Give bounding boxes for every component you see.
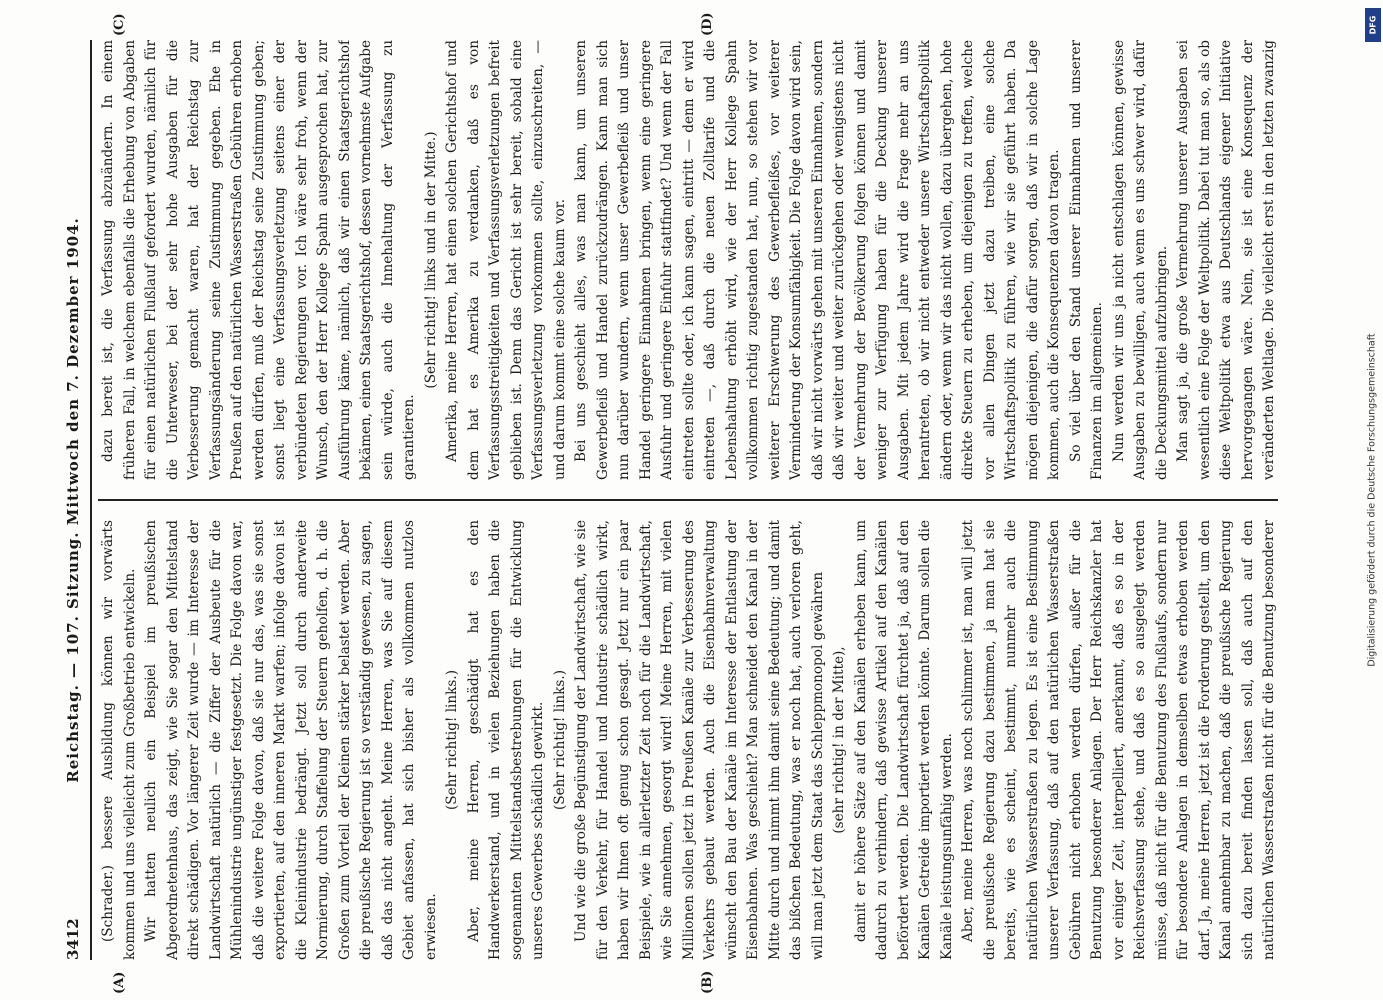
page-header xyxy=(60,40,92,960)
paragraph: Nun werden wir uns ja nicht entschlagen können, gewisse Ausgaben zu bewilligen, auch wenn es uns schwer wird, dafür die Deckungsmittel aufzubringen. xyxy=(1110,40,1170,480)
credit-text: Digitalisierung gefördert durch die Deutsche Forschungsgemeinschaft xyxy=(1366,333,1378,667)
interjection: (sehr richtig! in der Mitte), xyxy=(831,646,847,834)
paragraph: So viel über den Stand unserer Einnahmen und unserer Finanzen im allgemeinen. xyxy=(1067,40,1105,480)
paragraph: Aber, meine Herren, was noch schlimmer ist, man will jetzt die preußische Regierung dazu bestimmen, ja man hat sie bereits, wie es scheint, bestimmt, nunmehr auch die natürlichen Wasserstraßen zu legen. Es ist eine Bestimmung unserer Verfassung, daß auf den natürlichen Wasserstraßen Gebühren nicht erhoben werden dürfen, außer für die Benutzung besonderer Anlagen. Der Herr Reichskanzler hat vor einiger Zeit, interpelliert, anerkannt, daß es so in der Reichsverfassung stehe, und daß es so ausgelegt werden müsse, daß nicht für die Benutzung des Flußlaufs, sondern nur für besondere Anlagen in demselben etwas erhoben werden darf. Ja, meine Herren, jetzt ist die Forderung gestellt, um den Kanal annehmbar zu machen, daß die preußische Regierung sich dazu bereit finden lassen soll, daß auch auf den natürlichen Wasserstraßen nicht für die Benutzung besonderer xyxy=(960,520,1277,960)
margin-mark-a: (A) xyxy=(112,971,127,994)
interjection: (Sehr richtig! links.) xyxy=(444,669,460,811)
paragraph: Amerika, meine Herren, hat einen solchen Gerichtshof und dem hat es Amerika zu verdanken, daß es von Verfassungsstreitigkeiten und Verfassungsverletzungen befreit geblieben ist. Denn das Gericht ist sehr bereit, sobald eine Verfassungsverletzung vorkommen sollte, einzuschreiten, — und darum kommt eine solche kaum vor. xyxy=(444,40,568,480)
paragraph: Aber, meine Herren, geschädigt hat es den Handwerkerstand, und in vielen Beziehungen haben die sogenannten Mittelstandsbestrebungen für die Entwicklung unseres Gewerbes schädlich gewirkt. xyxy=(465,520,546,960)
interjection: (Sehr richtig! links und in der Mitte.) xyxy=(422,131,439,389)
page-number: 3412 xyxy=(64,918,82,960)
paragraph: Bei uns geschieht alles, was man kann, um unseren Gewerbefleiß und Handel zurückzudrängen. Kann man sich nun darüber wundern, wenn unser Gewerbefleiß und unser Handel geringere Einnahmen bringen, wenn eine geringere Ausfuhr und geringere Einfuhr stattfindet? Und wenn der Fall eintreten sollte oder, ich kann sagen, eintritt — denn er wird eintreten —, daß durch die neuen Zolltarife und die Lebenshaltung erhöht wird, wie der Herr Kollege Spahn vollkommen richtig zugestanden hat, nun, so stehen wir vor weiterer Erschwerung des Gewerbefleißes, vor weiterer Verminderung der Konsumfähigkeit. Die Folge davon wird sein, daß wir nicht vorwärts gehen mit unseren Einnahmen, sondern daß wir weiter und weiter zurückgehen oder wenigstens nicht der Vermehrung der Bevölkerung folgen können und damit weniger zur Verfügung haben für die Deckung unserer Ausgaben. Mit jedem Jahre wird die Frage mehr an uns herantreten, ob wir nicht entweder unsere Wirtschaftspolitik ändern oder, wenn wir das nicht wollen, dazu übergehen, hohe direkte Steuern zu erheben, um diejenigen zu treffen, welche vor allen Dingen jetzt dazu treiben, eine solche Wirtschaftspolitik zu führen, wie wir sie geführt haben. Da mögen diejenigen, die dafür sorgen, daß wir in solche Lage kommen, auch die Konsequenzen davon tragen. xyxy=(573,40,1062,480)
page-title: Reichstag. — 107. Sitzung. Mittwoch den 7. Dezember 1904. xyxy=(64,217,82,783)
left-text-column xyxy=(98,520,1278,960)
paragraph: Man sagt ja, die große Vermehrung unserer Ausgaben sei wesentlich eine Folge der Weltpolitik. Dabei tut man so, als ob diese Weltpolitik etwa aus Deutschlands eigener Initiative hervorgegangen wäre. Nein, sie ist eine Konsequenz der veränderten Weltlage. Die vielleicht erst in den letzten zwanzig xyxy=(1175,40,1277,480)
margin-mark-d: (D) xyxy=(700,12,715,36)
dfg-logo xyxy=(1365,8,1381,42)
paragraph: Und wie die große Begünstigung der Landwirtschaft, wie sie für den Verkehr, für Handel und Industrie schädlich wirkt, haben wir Ihnen oft genug schon gesagt. Jetzt nur ein paar Beispiele, wie in allerletzter Zeit noch für die Landwirtschaft, wie Sie annehmen, gesorgt wird! Meine Herren, mit vielen Millionen sollen jetzt in Preußen Kanäle zur Verbesserung des Verkehrs gebaut werden. Auch die Eisenbahnverwaltung wünscht den Bau der Kanäle im Interesse der Entlastung der Eisenbahnen. Was geschieht? Man schneidet den Kanal in der Mitte durch und nimmt ihm damit seine Bedeutung; und damit das bißchen Bedeutung, was er noch hat, auch verloren geht, will man jetzt dem Staat das Schleppmonopol gewähren xyxy=(573,520,826,960)
dfg-logo-text: DFG xyxy=(1368,15,1378,35)
paragraph: dazu bereit ist, die Verfassung abzuändern. In einem früheren Fall, in welchem ebenfalls die Erhebung von Abgaben für einen natürlichen Flußlauf gefordert wurden, nämlich für die Unterweser, bei der sehr hohe Ausgaben für die Verbesserung gemacht waren, hat der Reichstag zur Verfassungsänderung seine Zustimmung gegeben. Ehe in Preußen auf den natürlichen Wasserstraßen Gebühren erhoben werden dürfen, muß der Reichstag seine Zustimmung geben; sonst liegt eine Verfassungsverletzung seitens einer der verbündeten Regierungen vor. Ich wäre sehr froh, wenn der Wunsch, den der Herr Kollege Spahn ausgesprochen hat, zur Ausführung käme, nämlich, daß wir einen Staatsgerichtshof bekämen, einen Staatsgerichtshof, dessen vornehmste Aufgabe sein würde, auch die Innehaltung der Verfassung zu garantieren. xyxy=(100,40,417,480)
digitization-credit xyxy=(1365,8,1379,992)
column-divider xyxy=(98,499,1278,501)
paragraph: Wir hatten neulich ein Beispiel im preußischen Abgeordnetenhaus, das zeigt, wie Sie sogar den Mittelstand direkt schädigen. Vor längerer Zeit wurde — im Interesse der Landwirtschaft natürlich — die Ziffer der Ausbeute für die Mühlenindustrie ungünstiger festgesetzt. Die Folge davon war, daß die weitere Folge davon, daß sie nur das, was sie sonst exportierten, auf den inneren Markt warfen; infolge davon ist die Kleinindustrie bedrängt. Jetzt soll durch anderweite Normierung, durch Staffelung der Steuern geholfen, d. h. die Großen zum Vorteil der Kleinen stärker belastet werden. Aber die preußische Regierung ist so verständig gewesen, zu sagen, daß das nicht angeht. Meine Herren, was Sie auf diesem Gebiet anfassen, hat sich bisher als vollkommen nutzlos erwiesen. xyxy=(143,520,439,960)
margin-mark-c: (C) xyxy=(112,13,127,36)
paragraph: (Schrader.) bessere Ausbildung können wir vorwärts kommen und uns vielleicht zum Großbetrieb entwickeln. xyxy=(100,520,138,960)
paragraph: damit er höhere Sätze auf den Kanälen erheben kann, um dadurch zu verhindern, daß gewisse Artikel auf den Kanälen befördert werden. Die Landwirtschaft fürchtet ja, daß auf den Kanälen Getreide importiert werden könnte. Darum sollen die Kanäle leistungsunfähig werden. xyxy=(852,520,955,960)
right-text-column xyxy=(98,40,1278,480)
margin-mark-b: (B) xyxy=(700,970,715,994)
interjection: (Sehr richtig! links.) xyxy=(551,669,568,811)
